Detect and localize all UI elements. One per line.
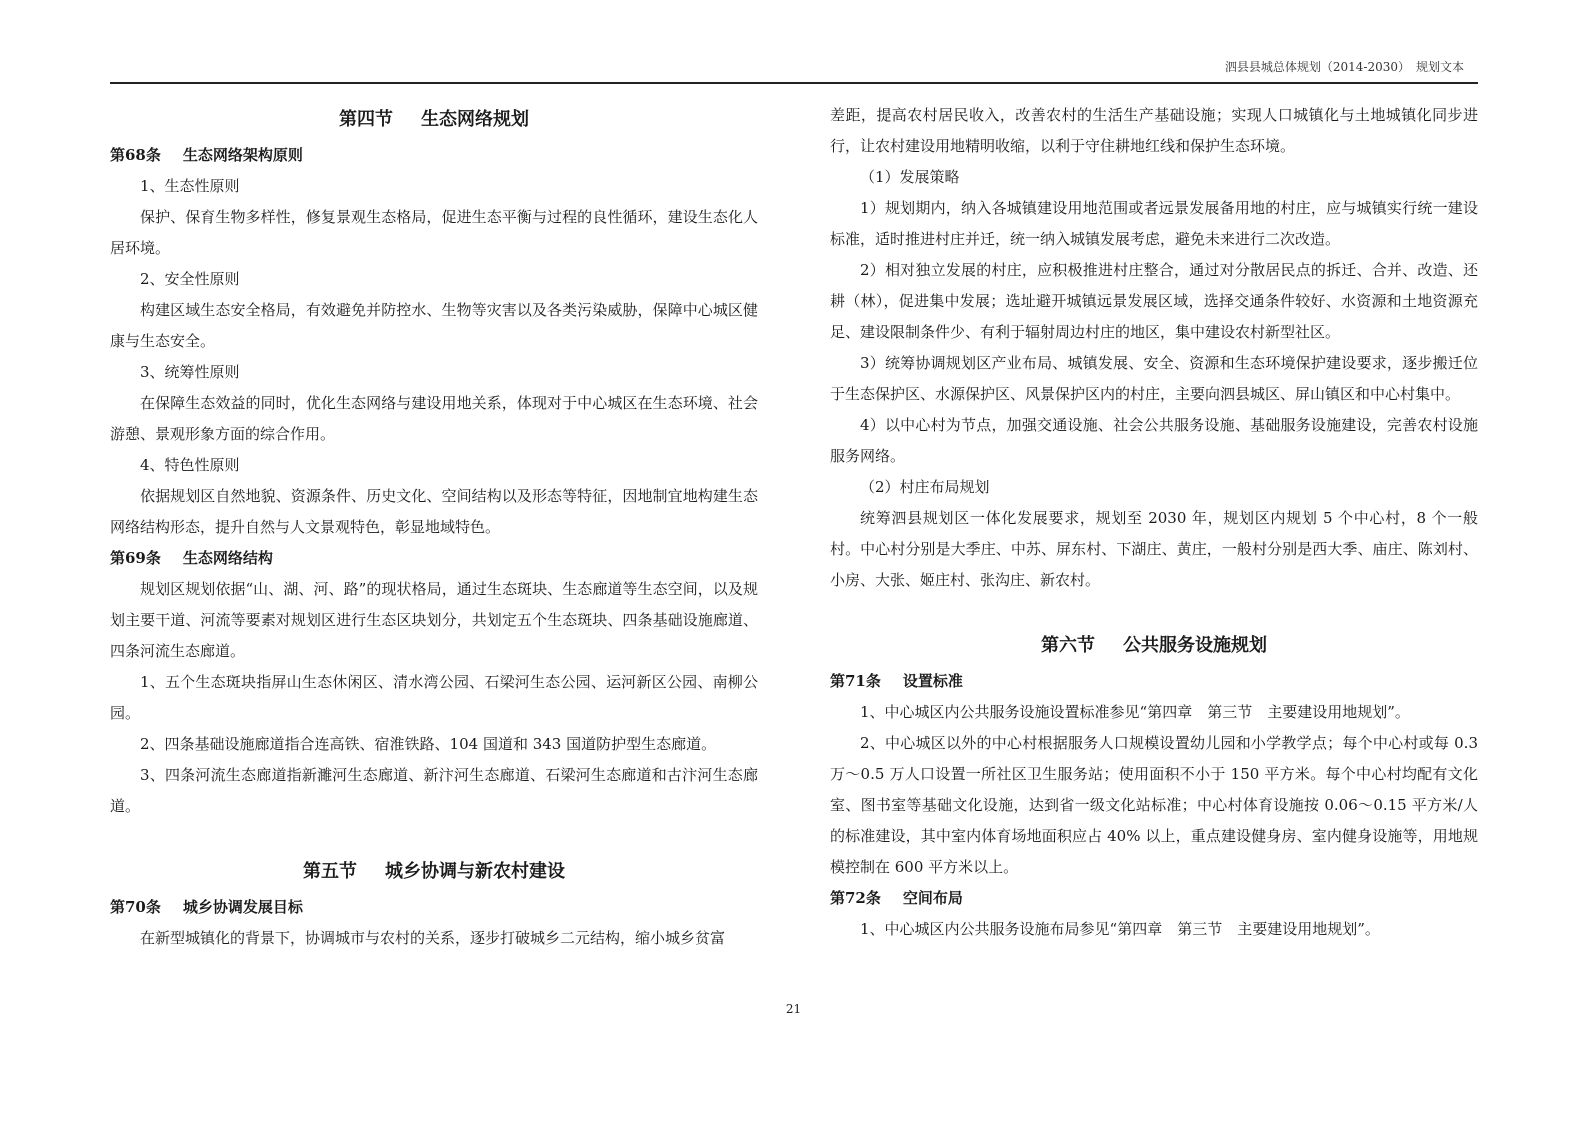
paragraph: 2、中心城区以外的中心村根据服务人口规模设置幼儿园和小学教学点；每个中心村或每 0.3 万～0.5 万人口设置一所社区卫生服务站；使用面积不小于 150 平方米。每个中心村均配有文化室、图书室等基础文化设施，达到省一级文化站标准；中心村体育设施按 0.06～0.15 平方米/人的标准建设，其中室内体育场地面积应占 40% 以上，重点建设健身房、室内健身设施等，用地规模控制在 600 平方米以上。 — [830, 734, 1478, 876]
paragraph: 依据规划区自然地貌、资源条件、历史文化、空间结构以及形态等特征，因地制宜地构建生态网络结构形态，提升自然与人文景观特色，彰显地域特色。 — [110, 487, 758, 536]
paragraph: 2、安全性原则 — [140, 270, 240, 288]
paragraph: 保护、保育生物多样性，修复景观生态格局，促进生态平衡与过程的良性循环，建设生态化人居环境。 — [110, 208, 758, 257]
section-6-heading: 第六节 公共服务设施规划 — [1041, 635, 1267, 656]
paragraph: 在新型城镇化的背景下，协调城市与农村的关系，逐步打破城乡二元结构，缩小城乡贫富 — [140, 929, 726, 947]
paragraph: （2）村庄布局规划 — [860, 478, 990, 496]
paragraph: 3、四条河流生态廊道指新濉河生态廊道、新汴河生态廊道、石梁河生态廊道和古汴河生态廊道。 — [110, 766, 758, 815]
header-title: 泗县县城总体规划（2014-2030） 规划文本 — [1224, 60, 1464, 74]
paragraph: 1）规划期内，纳入各城镇建设用地范围或者远景发展备用地的村庄，应与城镇实行统一建设标准，适时推进村庄并迁，统一纳入城镇发展考虑，避免未来进行二次改造。 — [830, 199, 1478, 248]
left-column — [110, 100, 758, 954]
paragraph: 1、中心城区内公共服务设施设置标准参见“第四章 第三节 主要建设用地规划”。 — [860, 703, 1410, 721]
paragraph: 4）以中心村为节点，加强交通设施、社会公共服务设施、基础服务设施建设，完善农村设施服务网络。 — [830, 416, 1478, 465]
paragraph: 构建区域生态安全格局，有效避免并防控水、生物等灾害以及各类污染威胁，保障中心城区健康与生态安全。 — [110, 301, 758, 350]
paragraph-continued: 差距，提高农村居民收入，改善农村的生活生产基础设施；实现人口城镇化与土地城镇化同步进行，让农村建设用地精明收缩，以利于守住耕地红线和保护生态环境。 — [830, 106, 1478, 155]
paragraph: 4、特色性原则 — [140, 456, 240, 474]
section-5-heading: 第五节 城乡协调与新农村建设 — [303, 861, 565, 882]
paragraph: 3）统筹协调规划区产业布局、城镇发展、安全、资源和生态环境保护建设要求，逐步搬迁位于生态保护区、水源保护区、风景保护区内的村庄，主要向泗县城区、屏山镇区和中心村集中。 — [830, 354, 1478, 403]
paragraph: 规划区规划依据“山、湖、河、路”的现状格局，通过生态斑块、生态廊道等生态空间，以及规划主要干道、河流等要素对规划区进行生态区块划分，共划定五个生态斑块、四条基础设施廊道、四条河流生态廊道。 — [110, 580, 758, 660]
section-4-heading: 第四节 生态网络规划 — [339, 109, 529, 130]
article-72-heading: 第72条 空间布局 — [830, 889, 963, 907]
article-70-heading: 第70条 城乡协调发展目标 — [110, 898, 303, 916]
page-number: 21 — [785, 1002, 802, 1016]
paragraph: 2、四条基础设施廊道指合连高铁、宿淮铁路、104 国道和 343 国道防护型生态廊道。 — [140, 735, 717, 753]
paragraph: 统筹泗县规划区一体化发展要求，规划至 2030 年，规划区内规划 5 个中心村，8 个一般村。中心村分别是大季庄、中苏、屏东村、下湖庄、黄庄，一般村分别是西大季、庙庄、陈刘村、小房、大张、姬庄村、张沟庄、新农村。 — [830, 509, 1478, 589]
article-68-heading: 第68条 生态网络架构原则 — [110, 146, 303, 164]
paragraph: 1、中心城区内公共服务设施布局参见“第四章 第三节 主要建设用地规划”。 — [860, 920, 1380, 938]
paragraph: 3、统筹性原则 — [140, 363, 240, 381]
paragraph: 在保障生态效益的同时，优化生态网络与建设用地关系，体现对于中心城区在生态环境、社会游憩、景观形象方面的综合作用。 — [110, 394, 758, 443]
right-column — [830, 100, 1478, 945]
paragraph: 1、生态性原则 — [140, 177, 240, 195]
paragraph: 2）相对独立发展的村庄，应积极推进村庄整合，通过对分散居民点的拆迁、合并、改造、还耕（林），促进集中发展；选址避开城镇远景发展区域，选择交通条件较好、水资源和土地资源充足、建设限制条件少、有利于辐射周边村庄的地区，集中建设农村新型社区。 — [830, 261, 1478, 341]
paragraph: （1）发展策略 — [860, 168, 960, 186]
page-header — [110, 52, 1478, 84]
article-71-heading: 第71条 设置标准 — [830, 672, 963, 690]
article-69-heading: 第69条 生态网络结构 — [110, 549, 273, 567]
paragraph: 1、五个生态斑块指屏山生态休闲区、清水湾公园、石梁河生态公园、运河新区公园、南柳公园。 — [110, 673, 758, 722]
